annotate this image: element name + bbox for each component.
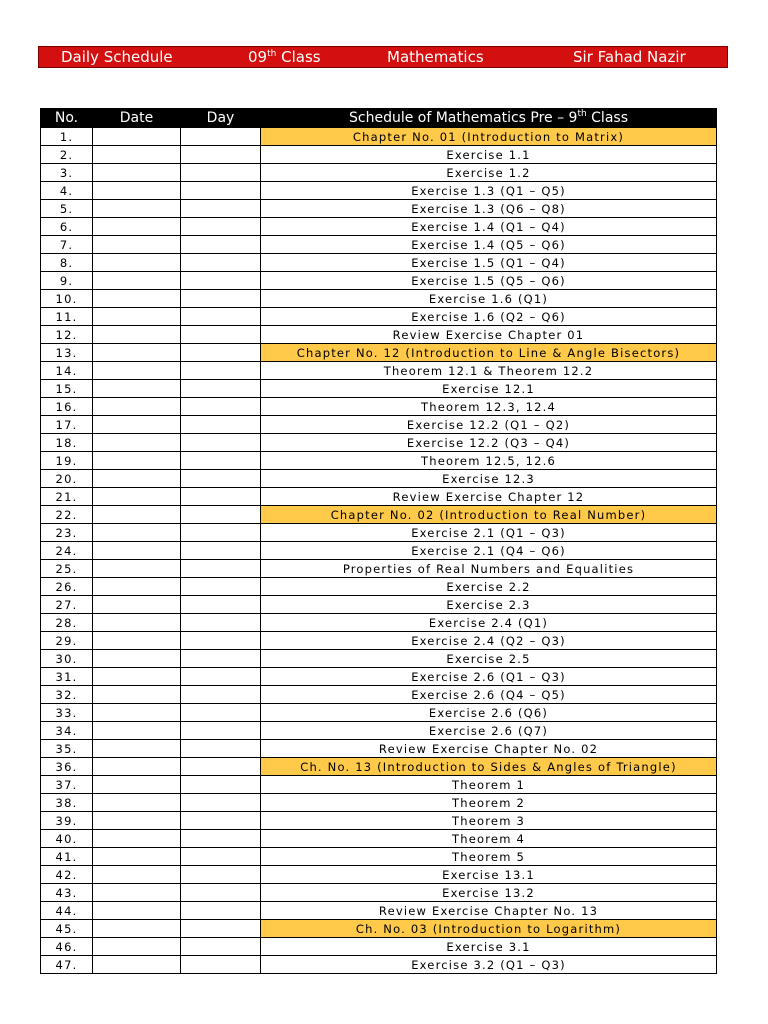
day-cell: [181, 506, 261, 524]
row-number: 16.: [41, 398, 93, 416]
topic-cell: Exercise 13.2: [261, 884, 717, 902]
chapter-heading-cell: Chapter No. 12 (Introduction to Line & Angle Bisectors): [261, 344, 717, 362]
chapter-heading-cell: Ch. No. 03 (Introduction to Logarithm): [261, 920, 717, 938]
date-cell: [93, 416, 181, 434]
day-cell: [181, 470, 261, 488]
day-cell: [181, 308, 261, 326]
date-cell: [93, 398, 181, 416]
topic-cell: Review Exercise Chapter No. 02: [261, 740, 717, 758]
day-cell: [181, 164, 261, 182]
table-row: [41, 470, 717, 488]
topic-cell: Exercise 1.4 (Q1 – Q4): [261, 218, 717, 236]
row-number: 1.: [41, 128, 93, 146]
day-cell: [181, 416, 261, 434]
topic-cell: Exercise 13.1: [261, 866, 717, 884]
schedule-table: [40, 108, 717, 974]
date-cell: [93, 740, 181, 758]
day-cell: [181, 128, 261, 146]
topic-cell: Exercise 1.5 (Q5 – Q6): [261, 272, 717, 290]
table-row: [41, 434, 717, 452]
date-cell: [93, 218, 181, 236]
date-cell: [93, 506, 181, 524]
topic-cell: Theorem 1: [261, 776, 717, 794]
date-cell: [93, 596, 181, 614]
table-row: [41, 902, 717, 920]
banner-subject: Mathematics: [387, 48, 484, 66]
date-cell: [93, 344, 181, 362]
row-number: 47.: [41, 956, 93, 974]
topic-cell: Exercise 12.1: [261, 380, 717, 398]
column-header-date: Date: [93, 109, 181, 128]
column-header-schedule: [261, 109, 717, 128]
schedule-header-text: Schedule of Mathematics Pre – 9: [349, 109, 578, 126]
date-cell: [93, 884, 181, 902]
schedule-header-class: Class: [591, 109, 628, 126]
schedule-header-superscript: th: [577, 108, 587, 119]
row-number: 37.: [41, 776, 93, 794]
topic-cell: Exercise 3.2 (Q1 – Q3): [261, 956, 717, 974]
day-cell: [181, 380, 261, 398]
topic-cell: Review Exercise Chapter No. 13: [261, 902, 717, 920]
day-cell: [181, 182, 261, 200]
topic-cell: Exercise 1.1: [261, 146, 717, 164]
topic-cell: Theorem 12.5, 12.6: [261, 452, 717, 470]
date-cell: [93, 812, 181, 830]
class-word: Class: [281, 48, 321, 66]
day-cell: [181, 596, 261, 614]
topic-cell: Exercise 2.1 (Q4 – Q6): [261, 542, 717, 560]
table-row: [41, 632, 717, 650]
day-cell: [181, 614, 261, 632]
table-row: [41, 146, 717, 164]
topic-cell: Exercise 1.3 (Q1 – Q5): [261, 182, 717, 200]
column-header-no: No.: [41, 109, 93, 128]
day-cell: [181, 200, 261, 218]
day-cell: [181, 434, 261, 452]
date-cell: [93, 920, 181, 938]
topic-cell: Properties of Real Numbers and Equalities: [261, 560, 717, 578]
row-number: 22.: [41, 506, 93, 524]
table-row: [41, 848, 717, 866]
date-cell: [93, 938, 181, 956]
row-number: 39.: [41, 812, 93, 830]
table-row: [41, 704, 717, 722]
row-number: 45.: [41, 920, 93, 938]
table-row: [41, 236, 717, 254]
table-row: [41, 776, 717, 794]
table-row: [41, 596, 717, 614]
row-number: 8.: [41, 254, 93, 272]
date-cell: [93, 128, 181, 146]
table-row: [41, 956, 717, 974]
table-header-row: [41, 109, 717, 128]
row-number: 29.: [41, 632, 93, 650]
date-cell: [93, 758, 181, 776]
date-cell: [93, 290, 181, 308]
header-banner: [38, 46, 728, 68]
day-cell: [181, 488, 261, 506]
topic-cell: Exercise 1.2: [261, 164, 717, 182]
table-row: [41, 938, 717, 956]
day-cell: [181, 542, 261, 560]
topic-cell: Exercise 2.5: [261, 650, 717, 668]
day-cell: [181, 740, 261, 758]
day-cell: [181, 812, 261, 830]
table-row: [41, 308, 717, 326]
topic-cell: Theorem 4: [261, 830, 717, 848]
table-row: [41, 326, 717, 344]
column-header-day: Day: [181, 109, 261, 128]
table-row: [41, 812, 717, 830]
row-number: 28.: [41, 614, 93, 632]
day-cell: [181, 722, 261, 740]
day-cell: [181, 218, 261, 236]
row-number: 10.: [41, 290, 93, 308]
row-number: 35.: [41, 740, 93, 758]
day-cell: [181, 956, 261, 974]
row-number: 15.: [41, 380, 93, 398]
table-row: [41, 452, 717, 470]
topic-cell: Theorem 12.3, 12.4: [261, 398, 717, 416]
topic-cell: Theorem 2: [261, 794, 717, 812]
date-cell: [93, 776, 181, 794]
date-cell: [93, 272, 181, 290]
table-row: [41, 542, 717, 560]
row-number: 2.: [41, 146, 93, 164]
day-cell: [181, 902, 261, 920]
date-cell: [93, 434, 181, 452]
row-number: 11.: [41, 308, 93, 326]
table-row: [41, 830, 717, 848]
date-cell: [93, 866, 181, 884]
topic-cell: Exercise 1.6 (Q1): [261, 290, 717, 308]
date-cell: [93, 362, 181, 380]
day-cell: [181, 848, 261, 866]
day-cell: [181, 866, 261, 884]
topic-cell: Review Exercise Chapter 12: [261, 488, 717, 506]
table-row: [41, 362, 717, 380]
table-row: [41, 290, 717, 308]
topic-cell: Exercise 2.6 (Q1 – Q3): [261, 668, 717, 686]
date-cell: [93, 632, 181, 650]
topic-cell: Exercise 1.6 (Q2 – Q6): [261, 308, 717, 326]
date-cell: [93, 452, 181, 470]
topic-cell: Exercise 1.4 (Q5 – Q6): [261, 236, 717, 254]
day-cell: [181, 362, 261, 380]
date-cell: [93, 686, 181, 704]
topic-cell: Exercise 2.1 (Q1 – Q3): [261, 524, 717, 542]
date-cell: [93, 146, 181, 164]
date-cell: [93, 956, 181, 974]
table-row: [41, 218, 717, 236]
row-number: 46.: [41, 938, 93, 956]
table-row: [41, 524, 717, 542]
table-row: [41, 722, 717, 740]
chapter-heading-cell: Ch. No. 13 (Introduction to Sides & Angles of Triangle): [261, 758, 717, 776]
day-cell: [181, 668, 261, 686]
day-cell: [181, 236, 261, 254]
day-cell: [181, 830, 261, 848]
date-cell: [93, 560, 181, 578]
table-row: [41, 740, 717, 758]
topic-cell: Theorem 3: [261, 812, 717, 830]
row-number: 26.: [41, 578, 93, 596]
date-cell: [93, 182, 181, 200]
table-row: [41, 920, 717, 938]
topic-cell: Exercise 2.6 (Q7): [261, 722, 717, 740]
topic-cell: Exercise 3.1: [261, 938, 717, 956]
topic-cell: Theorem 12.1 & Theorem 12.2: [261, 362, 717, 380]
day-cell: [181, 398, 261, 416]
date-cell: [93, 794, 181, 812]
day-cell: [181, 452, 261, 470]
date-cell: [93, 722, 181, 740]
day-cell: [181, 146, 261, 164]
date-cell: [93, 668, 181, 686]
table-row: [41, 272, 717, 290]
row-number: 23.: [41, 524, 93, 542]
date-cell: [93, 614, 181, 632]
day-cell: [181, 938, 261, 956]
table-row: [41, 200, 717, 218]
row-number: 27.: [41, 596, 93, 614]
table-row: [41, 614, 717, 632]
topic-cell: Exercise 1.3 (Q6 – Q8): [261, 200, 717, 218]
row-number: 3.: [41, 164, 93, 182]
row-number: 30.: [41, 650, 93, 668]
date-cell: [93, 200, 181, 218]
day-cell: [181, 578, 261, 596]
row-number: 25.: [41, 560, 93, 578]
class-superscript: th: [267, 49, 277, 59]
day-cell: [181, 704, 261, 722]
table-row: [41, 668, 717, 686]
topic-cell: Exercise 2.2: [261, 578, 717, 596]
day-cell: [181, 326, 261, 344]
row-number: 40.: [41, 830, 93, 848]
topic-cell: Exercise 12.2 (Q3 – Q4): [261, 434, 717, 452]
table-row: [41, 794, 717, 812]
row-number: 9.: [41, 272, 93, 290]
date-cell: [93, 308, 181, 326]
date-cell: [93, 380, 181, 398]
day-cell: [181, 920, 261, 938]
day-cell: [181, 290, 261, 308]
table-row: [41, 164, 717, 182]
day-cell: [181, 632, 261, 650]
day-cell: [181, 794, 261, 812]
row-number: 34.: [41, 722, 93, 740]
table-row: [41, 758, 717, 776]
row-number: 24.: [41, 542, 93, 560]
topic-cell: Theorem 5: [261, 848, 717, 866]
row-number: 17.: [41, 416, 93, 434]
date-cell: [93, 902, 181, 920]
date-cell: [93, 236, 181, 254]
row-number: 33.: [41, 704, 93, 722]
date-cell: [93, 488, 181, 506]
row-number: 13.: [41, 344, 93, 362]
day-cell: [181, 776, 261, 794]
table-row: [41, 650, 717, 668]
banner-title: Daily Schedule: [61, 48, 173, 66]
row-number: 43.: [41, 884, 93, 902]
table-row: [41, 686, 717, 704]
day-cell: [181, 884, 261, 902]
day-cell: [181, 686, 261, 704]
table-row: [41, 506, 717, 524]
row-number: 31.: [41, 668, 93, 686]
row-number: 42.: [41, 866, 93, 884]
class-number: 09: [248, 48, 268, 66]
row-number: 5.: [41, 200, 93, 218]
chapter-heading-cell: Chapter No. 01 (Introduction to Matrix): [261, 128, 717, 146]
topic-cell: Review Exercise Chapter 01: [261, 326, 717, 344]
topic-cell: Exercise 2.3: [261, 596, 717, 614]
table-row: [41, 560, 717, 578]
row-number: 19.: [41, 452, 93, 470]
day-cell: [181, 344, 261, 362]
date-cell: [93, 524, 181, 542]
table-row: [41, 380, 717, 398]
row-number: 14.: [41, 362, 93, 380]
day-cell: [181, 272, 261, 290]
topic-cell: Exercise 2.6 (Q6): [261, 704, 717, 722]
topic-cell: Exercise 2.4 (Q1): [261, 614, 717, 632]
table-row: [41, 488, 717, 506]
date-cell: [93, 254, 181, 272]
topic-cell: Exercise 2.4 (Q2 – Q3): [261, 632, 717, 650]
row-number: 7.: [41, 236, 93, 254]
table-row: [41, 884, 717, 902]
date-cell: [93, 578, 181, 596]
day-cell: [181, 650, 261, 668]
topic-cell: Exercise 1.5 (Q1 – Q4): [261, 254, 717, 272]
row-number: 38.: [41, 794, 93, 812]
date-cell: [93, 326, 181, 344]
day-cell: [181, 758, 261, 776]
row-number: 6.: [41, 218, 93, 236]
row-number: 18.: [41, 434, 93, 452]
topic-cell: Exercise 2.6 (Q4 – Q5): [261, 686, 717, 704]
banner-class: [248, 48, 321, 66]
day-cell: [181, 254, 261, 272]
table-row: [41, 182, 717, 200]
row-number: 4.: [41, 182, 93, 200]
row-number: 32.: [41, 686, 93, 704]
date-cell: [93, 704, 181, 722]
topic-cell: Exercise 12.2 (Q1 – Q2): [261, 416, 717, 434]
date-cell: [93, 848, 181, 866]
table-row: [41, 254, 717, 272]
table-row: [41, 344, 717, 362]
banner-teacher: Sir Fahad Nazir: [573, 48, 686, 66]
date-cell: [93, 830, 181, 848]
table-row: [41, 578, 717, 596]
date-cell: [93, 164, 181, 182]
row-number: 12.: [41, 326, 93, 344]
row-number: 36.: [41, 758, 93, 776]
table-row: [41, 398, 717, 416]
table-row: [41, 128, 717, 146]
day-cell: [181, 560, 261, 578]
date-cell: [93, 470, 181, 488]
row-number: 44.: [41, 902, 93, 920]
date-cell: [93, 650, 181, 668]
table-row: [41, 416, 717, 434]
schedule-rows: [41, 128, 717, 974]
row-number: 41.: [41, 848, 93, 866]
day-cell: [181, 524, 261, 542]
topic-cell: Exercise 12.3: [261, 470, 717, 488]
row-number: 21.: [41, 488, 93, 506]
date-cell: [93, 542, 181, 560]
table-row: [41, 866, 717, 884]
chapter-heading-cell: Chapter No. 02 (Introduction to Real Number): [261, 506, 717, 524]
row-number: 20.: [41, 470, 93, 488]
